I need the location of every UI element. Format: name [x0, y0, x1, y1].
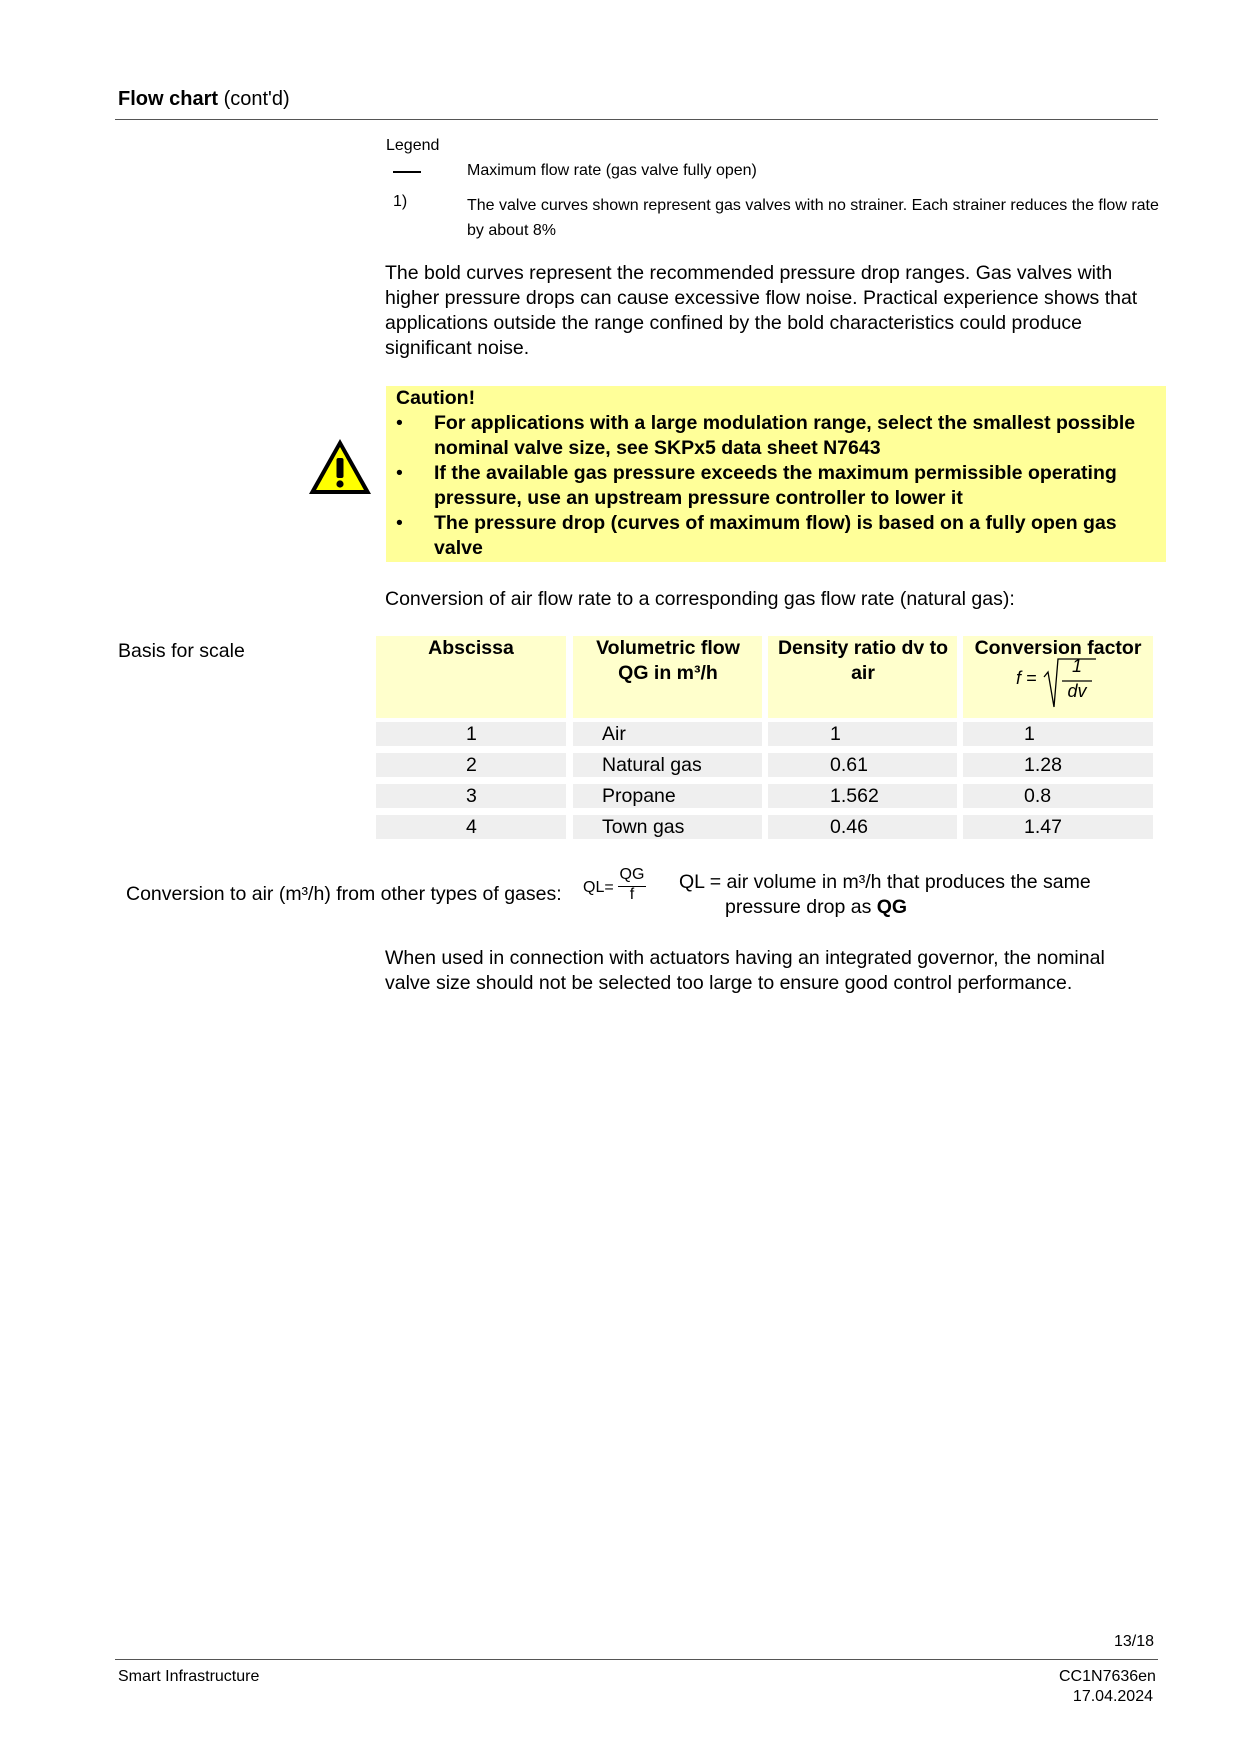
table-row-density: 1	[830, 723, 841, 745]
table-row-abscissa: 2	[466, 754, 477, 776]
caution-item-text: For applications with a large modulation range, select the smallest possible nominal valve size, see SKPx5 data sheet N7643	[434, 412, 1136, 459]
footer-doc-id: CC1N7636en	[1059, 1668, 1156, 1685]
conversion-intro: Conversion of air flow rate to a corresponding gas flow rate (natural gas):	[385, 588, 1015, 610]
caution-item	[396, 461, 1166, 511]
table-row-gas: Natural gas	[602, 754, 702, 776]
caution-list	[396, 411, 1166, 561]
page-number: 13/18	[1114, 1633, 1155, 1650]
table-row-factor: 1	[1024, 723, 1035, 745]
table-cell	[768, 722, 957, 746]
heading-suffix: (cont'd)	[218, 88, 290, 110]
table-row-density: 0.46	[830, 816, 868, 838]
bullet-icon: •	[396, 512, 403, 534]
table-header-flow: Volumetric flow QG in m³/h	[596, 637, 740, 684]
caution-item-text: The pressure drop (curves of maximum flow) is based on a fully open gas valve	[434, 512, 1117, 559]
basis-for-scale-label: Basis for scale	[118, 640, 245, 662]
bullet-icon: •	[396, 462, 403, 484]
caution-title: Caution!	[396, 387, 476, 409]
caution-item-text: If the available gas pressure exceeds the maximum permissible operating pressure, use an upstream pressure controller to lower it	[434, 462, 1117, 509]
table-row-abscissa: 1	[466, 723, 477, 745]
ql-desc-bold: QG	[876, 896, 908, 918]
table-row-abscissa: 3	[466, 785, 477, 807]
ql-formula-denominator: f	[629, 886, 635, 903]
table-row-gas: Town gas	[602, 816, 685, 838]
caution-item	[396, 411, 1166, 461]
bullet-icon: •	[396, 412, 403, 434]
table-row-density: 0.61	[830, 754, 868, 776]
ql-description-line1: QL = air volume in m³/h that produces the same	[679, 871, 1091, 893]
table-header-factor: Conversion factor	[974, 637, 1142, 659]
legend-item-max-flow: Maximum flow rate (gas valve fully open)	[467, 162, 757, 179]
header-rule	[115, 119, 1158, 120]
conversion-to-air-label: Conversion to air (m³/h) from other types of gases:	[126, 883, 562, 905]
legend-item-strainer: The valve curves shown represent gas valves with no strainer. Each strainer reduces the flow rate by about 8%	[467, 197, 1159, 239]
footer-company: Smart Infrastructure	[118, 1668, 260, 1685]
formula-f-lhs: f =	[1016, 668, 1037, 688]
governor-paragraph: When used in connection with actuators having an integrated governor, the nominal valve size should not be selected too large to ensure good control performance.	[385, 947, 1105, 994]
footer-date: 17.04.2024	[1072, 1688, 1153, 1705]
legend-title: Legend	[386, 137, 440, 154]
table-row-density: 1.562	[830, 785, 879, 807]
table-cell	[963, 784, 1153, 808]
table-row-factor: 0.8	[1024, 785, 1052, 807]
table-header-abscissa: Abscissa	[428, 637, 514, 659]
table-row-abscissa: 4	[466, 816, 477, 838]
formula-numerator: 1	[1071, 656, 1082, 676]
ql-formula-numerator: QG	[619, 866, 645, 883]
footer-rule	[115, 1659, 1158, 1660]
heading-bold: Flow chart	[118, 88, 219, 110]
ql-formula-lhs: QL=	[583, 879, 614, 896]
ql-description	[679, 870, 1091, 920]
table-row-gas: Air	[602, 723, 626, 745]
table-cell	[963, 722, 1153, 746]
table-row-factor: 1.28	[1024, 754, 1062, 776]
caution-item	[396, 511, 1166, 561]
table-header-density: Density ratio dv to air	[777, 637, 949, 684]
legend-footnote-marker: 1)	[393, 193, 408, 210]
page-heading	[118, 88, 290, 111]
table-row-gas: Propane	[602, 785, 676, 807]
ql-desc-text: pressure drop as	[725, 896, 877, 918]
table-row-factor: 1.47	[1024, 816, 1062, 838]
ql-description-line2	[679, 895, 1091, 920]
formula-denominator: dv	[1067, 681, 1087, 701]
bold-curves-paragraph: The bold curves represent the recommended pressure drop ranges. Gas valves with higher pressure drops can cause excessive flow noise. Practical experience shows that applications outside the range confined by the bold characteristics could produce significant noise.	[385, 262, 1138, 359]
legend-line-symbol	[393, 171, 421, 173]
warning-triangle-icon	[306, 436, 374, 498]
